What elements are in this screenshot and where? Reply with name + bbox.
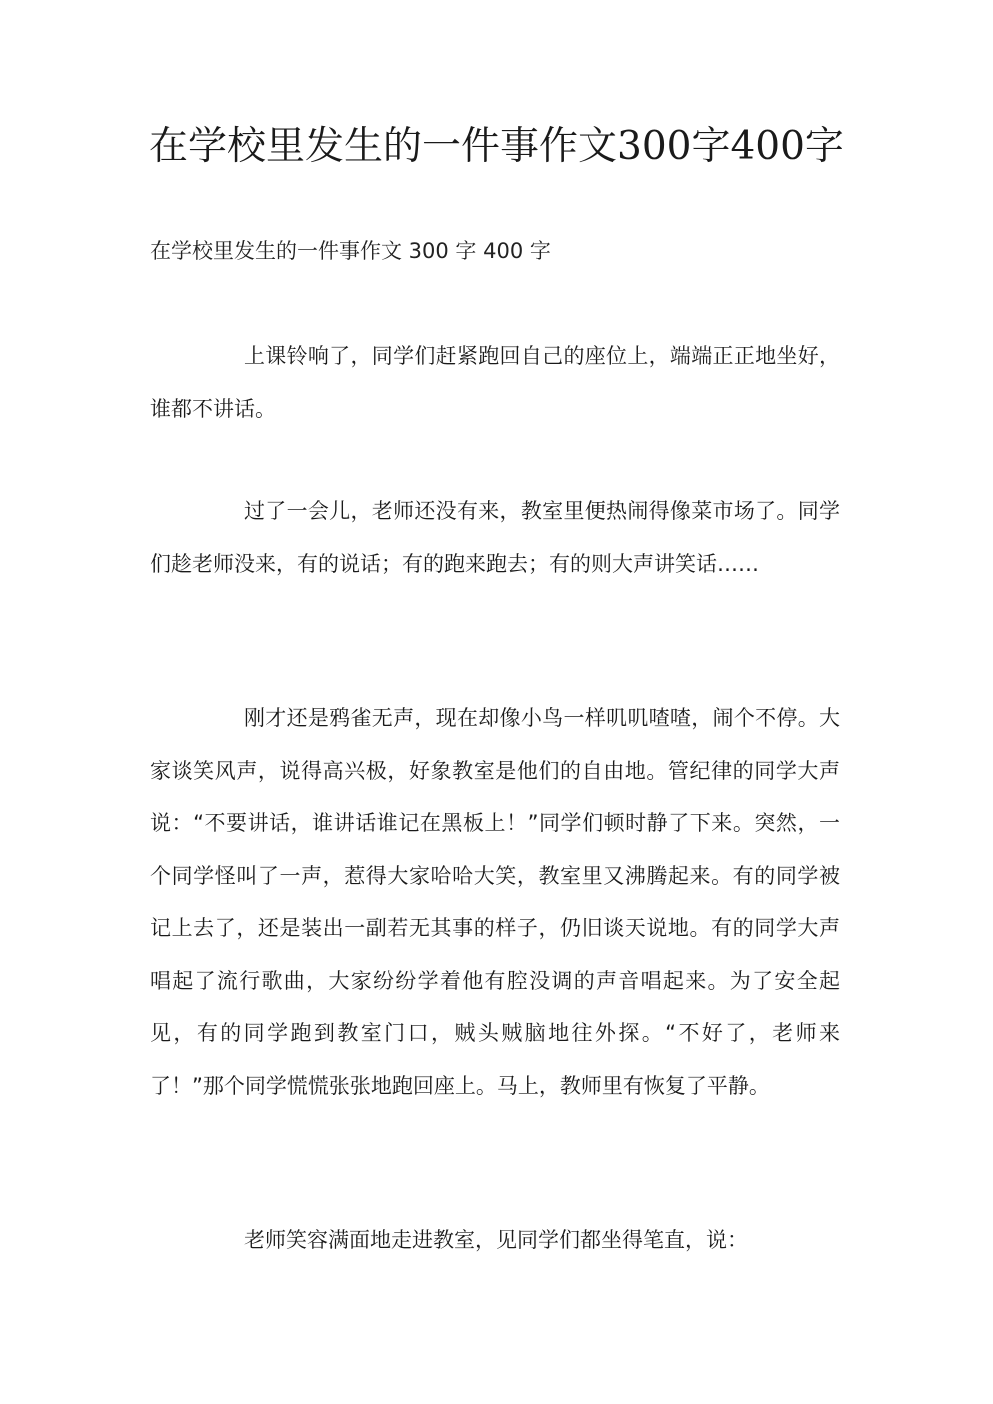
document-subtitle: 在学校里发生的一件事作文 300 字 400 字 xyxy=(150,239,551,263)
paragraph-3: 刚才还是鸦雀无声，现在却像小鸟一样叽叽喳喳，闹个不停。大家谈笑风声，说得高兴极，好象教室是他们的自由地。管纪律的同学大声说：“不要讲话，谁讲话谁记在黑板上！”同学们顿时静了下来。突然，一个同学怪叫了一声，惹得大家哈哈大笑，教室里又沸腾起来。有的同学被记上去了，还是装出一副若无其事的样子，仍旧谈天说地。有的同学大声唱起了流行歌曲，大家纷纷学着他有腔没调的声音唱起来。为了安全起见，有的同学跑到教室门口，贼头贼脑地往外探。“不好了，老师来了！”那个同学慌慌张张地跑回座上。马上，教师里有恢复了平静。 xyxy=(150,706,840,1098)
document-title: 在学校里发生的一件事作文300字400字 xyxy=(149,124,844,169)
paragraph-1: 上课铃响了，同学们赶紧跑回自己的座位上，端端正正地坐好，谁都不讲话。 xyxy=(150,344,840,421)
paragraph-2: 过了一会儿，老师还没有来，教室里便热闹得像菜市场了。同学们趁老师没来，有的说话；有的跑来跑去；有的则大声讲笑话…… xyxy=(150,499,840,576)
paragraph-4: 老师笑容满面地走进教室，见同学们都坐得笔直，说： xyxy=(244,1228,748,1252)
